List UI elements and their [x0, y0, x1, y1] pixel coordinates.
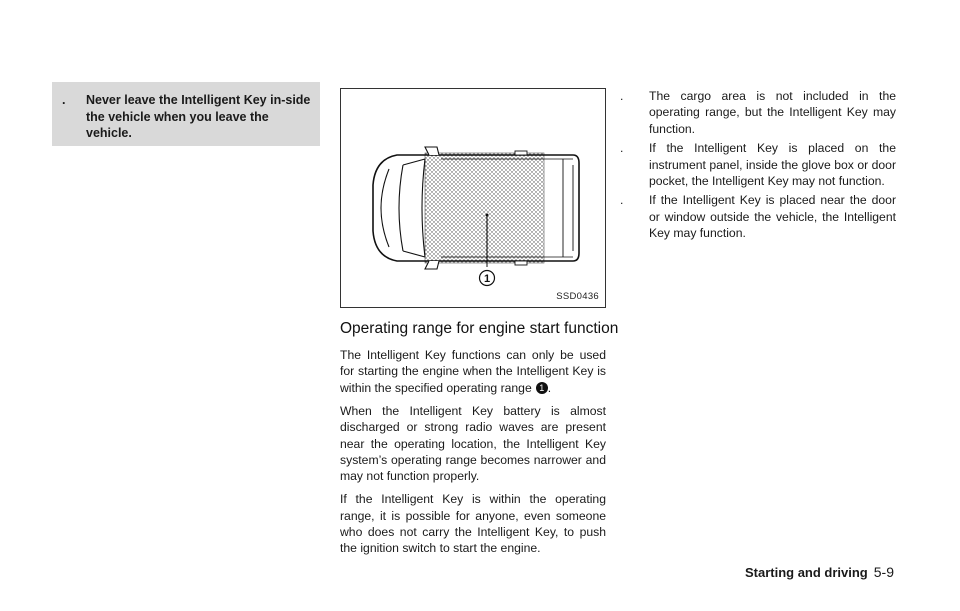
bullet: .	[620, 193, 624, 208]
section-body	[340, 347, 606, 563]
list-item	[620, 88, 896, 137]
warning-text: Never leave the Intelligent Key in-side the vehicle when you leave the vehicle.	[86, 93, 311, 140]
right-column-list	[620, 88, 896, 245]
circled-number-icon: 1	[536, 382, 548, 394]
paragraph-anyone: If the Intelligent Key is within the operating range, it is possible for anyone, even someone who does not carry the Intelligent Key, to push the ignition switch to start the engine.	[340, 492, 606, 556]
vehicle-top-view-illustration	[341, 89, 605, 307]
footer-section-title: Starting and driving	[744, 565, 868, 580]
callout-number: 1	[483, 273, 491, 285]
vehicle-diagram	[340, 88, 606, 308]
figure-code: SSD0436	[556, 291, 599, 302]
paragraph-battery: When the Intelligent Key battery is almost discharged or strong radio waves are present near the operating location, the Intelligent Key system’s operating range becomes narrower and may not function properly.	[340, 403, 606, 484]
bullet: .	[620, 141, 624, 156]
list-item-text: The cargo area is not included in the operating range, but the Intelligent Key may function.	[649, 89, 896, 136]
list-item	[620, 140, 896, 189]
list-item-text: If the Intelligent Key is placed on the instrument panel, inside the glove box or door pocket, the Intelligent Key may not function.	[649, 141, 896, 189]
bullet: .	[620, 89, 624, 103]
page-number: 5-9	[873, 564, 894, 580]
warning-item	[62, 92, 312, 142]
paragraph-text: .	[547, 380, 552, 395]
list-item	[620, 192, 896, 241]
paragraph-text: The Intelligent Key functions can only be used for starting the engine when the Intelligent Key is within the specified operating range	[340, 348, 606, 395]
paragraph-operating-range	[340, 347, 606, 396]
list-item-text: If the Intelligent Key is placed near the door or window outside the vehicle, the Intelligent Key may function.	[649, 193, 896, 241]
page-footer	[745, 564, 894, 580]
bullet: .	[62, 93, 66, 107]
section-heading: Operating range for engine start function	[340, 320, 619, 337]
warning-box	[52, 82, 320, 146]
